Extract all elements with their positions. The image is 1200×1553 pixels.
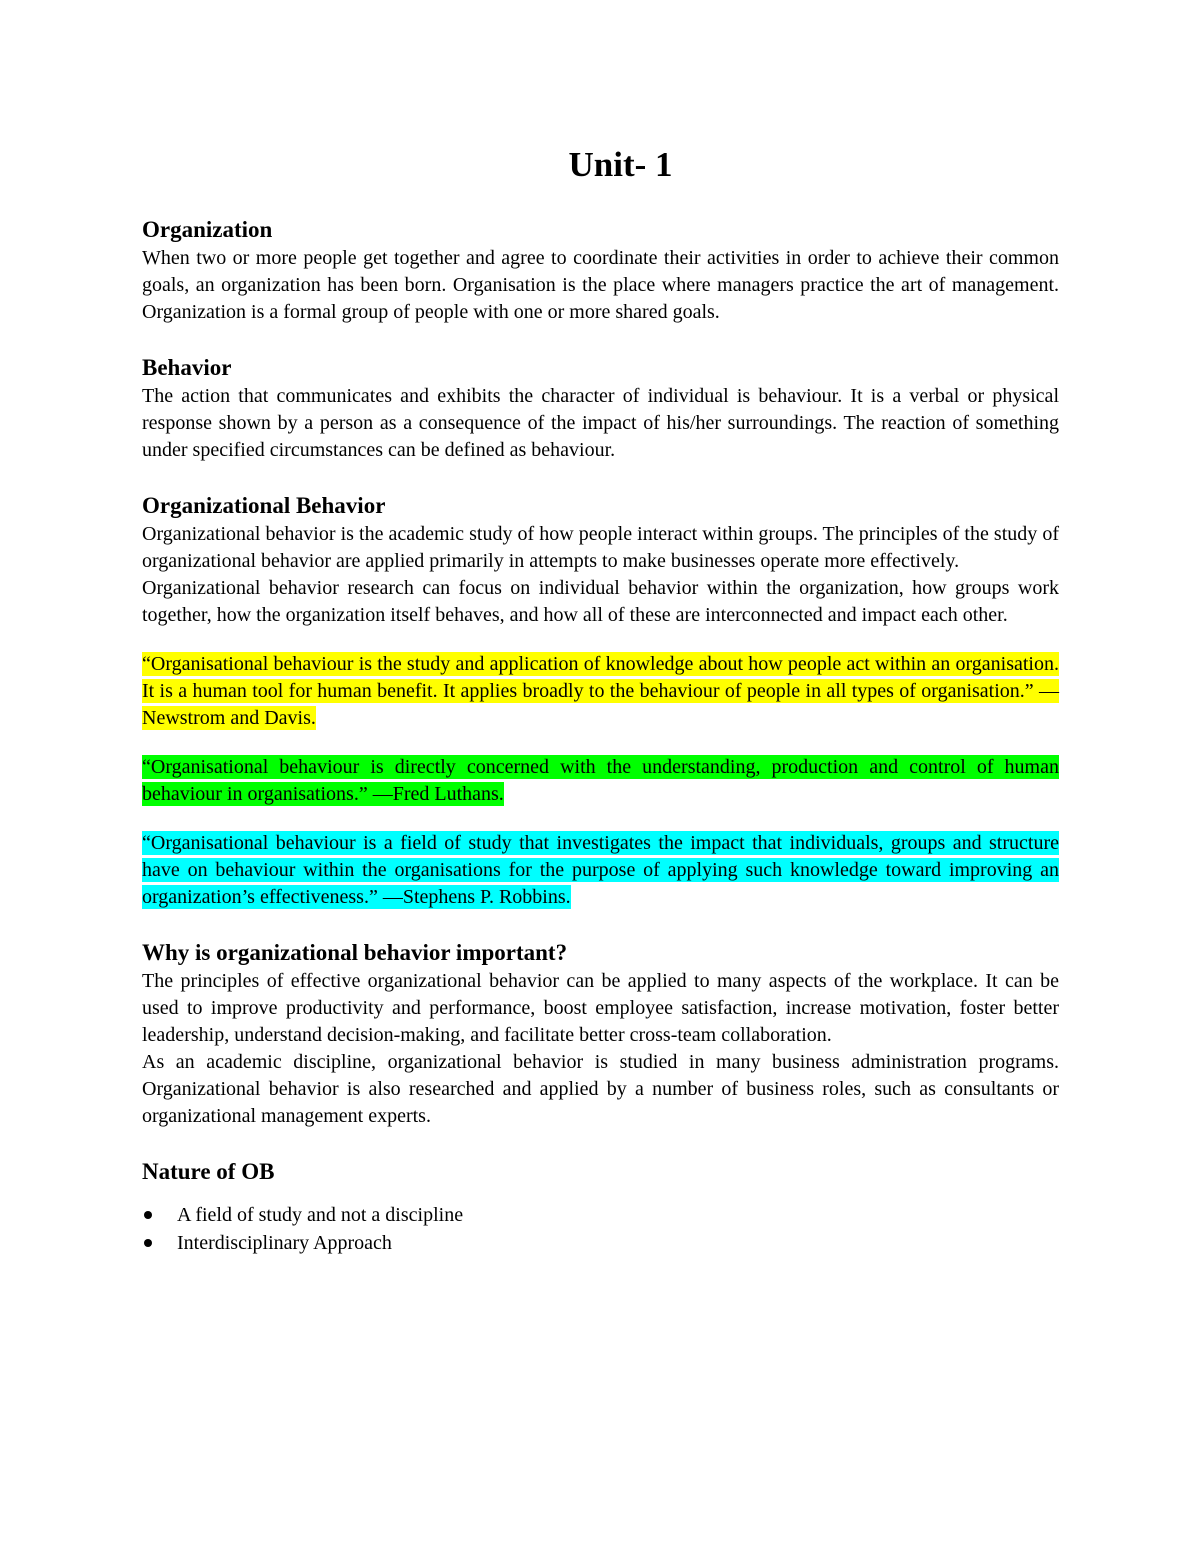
section-paragraph: The action that communicates and exhibits the character of individual is behaviour. It is a verbal or physical response shown by a person as a consequence of the impact of his/her surroundings. The reaction of something under specified circumstances can be defined as behaviour.: [142, 385, 1059, 461]
section-heading-why-important: Why is organizational behavior important?: [142, 940, 568, 965]
section-paragraph: When two or more people get together and agree to coordinate their activities in order to achieve their common goals, an organization has been born. Organisation is the place where managers practice the art of management. Organization is a formal group of people with one or more shared goals.: [142, 247, 1059, 323]
highlighted-quote-text: “Organisational behaviour is the study and application of knowledge about how people act within an organisation. It is a human tool for human benefit. It applies broadly to the behaviour of people in all types of organisation.” — Newstrom and Davis.: [142, 653, 1059, 729]
list-item: [142, 1201, 1059, 1229]
highlighted-quote-text: “Organisational behaviour is directly concerned with the understanding, production and control of human behaviour in organisations.” —Fred Luthans.: [142, 756, 1059, 805]
page-title: Unit- 1: [568, 145, 673, 184]
bullet-icon: [144, 1211, 152, 1219]
section-paragraph: Organizational behavior is the academic study of how people interact within groups. The principles of the study of organizational behavior are applied primarily in attempts to make businesses operate more effectively.: [142, 523, 1059, 572]
section-heading-organization: Organization: [142, 217, 273, 242]
list-item-text: A field of study and not a discipline: [177, 1204, 464, 1226]
document-body: [142, 140, 1059, 1257]
quote-stephens-robbins: [142, 830, 1059, 911]
nature-of-ob-list: [142, 1201, 1059, 1257]
section-paragraph: As an academic discipline, organizational behavior is studied in many business administration programs. Organizational behavior is also researched and applied by a number of business roles, such as consultants or organizational management experts.: [142, 1051, 1059, 1127]
section-paragraph: The principles of effective organizational behavior can be applied to many aspects of the workplace. It can be used to improve productivity and performance, boost employee satisfaction, increase motivation, foster better leadership, understand decision-making, and facilitate better cross-team collaboration.: [142, 970, 1059, 1046]
list-item: [142, 1229, 1059, 1257]
quote-newstrom-davis: [142, 651, 1059, 732]
section-heading-nature-of-ob: Nature of OB: [142, 1159, 275, 1184]
quote-fred-luthans: [142, 754, 1059, 808]
list-item-text: Interdisciplinary Approach: [177, 1232, 392, 1254]
section-heading-organizational-behavior: Organizational Behavior: [142, 493, 386, 518]
section-heading-behavior: Behavior: [142, 355, 232, 380]
section-paragraph: Organizational behavior research can focus on individual behavior within the organization, how groups work together, how the organization itself behaves, and how all of these are interconnected and impact each other.: [142, 577, 1059, 626]
bullet-icon: [144, 1239, 152, 1247]
highlighted-quote-text: “Organisational behaviour is a field of study that investigates the impact that individuals, groups and structure have on behaviour within the organisations for the purpose of applying such knowledge toward improving an organization’s effectiveness.” —Stephens P. Robbins.: [142, 832, 1059, 908]
